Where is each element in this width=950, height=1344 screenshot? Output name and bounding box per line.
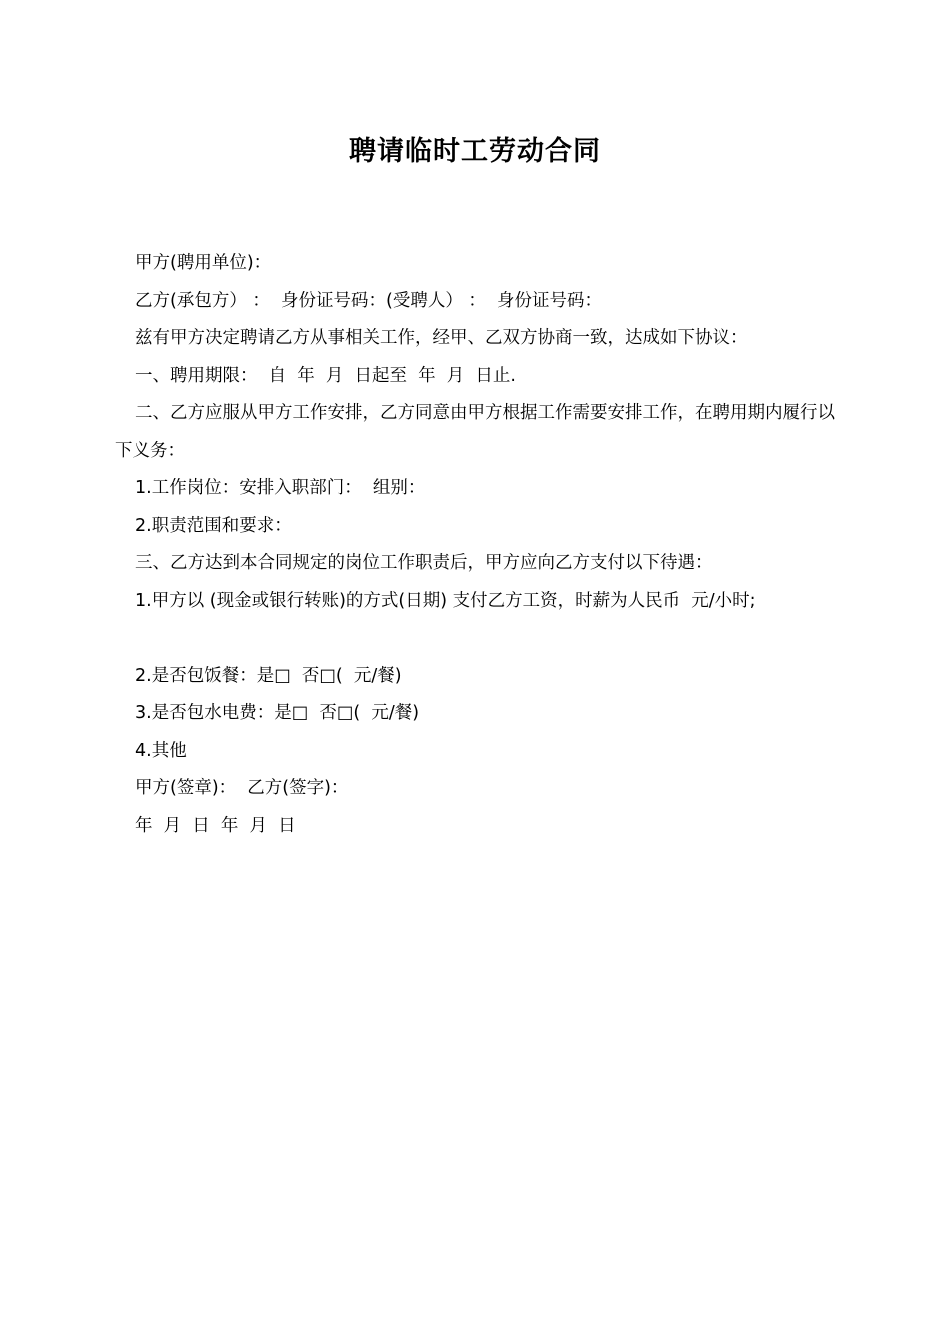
preamble-line: 兹有甲方决定聘请乙方从事相关工作，经甲、乙双方协商一致，达成如下协议： [135, 328, 748, 348]
contract-body [115, 245, 840, 845]
signature-line: 甲方(签章)： 乙方(签字)： [135, 778, 349, 798]
meal-item: 2.是否包饭餐：是□ 否□( 元/餐) [135, 665, 402, 686]
party-a-line: 甲方(聘用单位)： [135, 253, 272, 273]
compensation-clause: 三、乙方达到本合同规定的岗位工作职责后，甲方应向乙方支付以下待遇： [135, 553, 713, 573]
wage-item: 1.甲方以 (现金或银行转账)的方式(日期) 支付乙方工资，时薪为人民币 元/小时; [135, 590, 756, 611]
utilities-item: 3.是否包水电费：是□ 否□( 元/餐) [135, 703, 420, 723]
obligation-clause: 二、乙方应服从甲方工作安排，乙方同意由甲方根据工作需要安排工作，在聘用期内履行以下义务： [115, 403, 835, 461]
duty-scope-item: 2.职责范围和要求： [135, 515, 292, 536]
other-item: 4.其他 [135, 740, 187, 761]
term-clause: 一、聘用期限： 自 年 月 日起至 年 月 日止. [135, 365, 516, 386]
job-position-item: 1.工作岗位：安排入职部门： 组别： [135, 478, 426, 498]
blank-line [115, 620, 840, 658]
date-line: 年 月 日 年 月 日 [135, 815, 296, 836]
party-b-line: 乙方(承包方） ： 身份证号码：(受聘人） ： 身份证号码： [135, 290, 603, 311]
document-title: 聘请临时工劳动合同 [349, 136, 601, 167]
